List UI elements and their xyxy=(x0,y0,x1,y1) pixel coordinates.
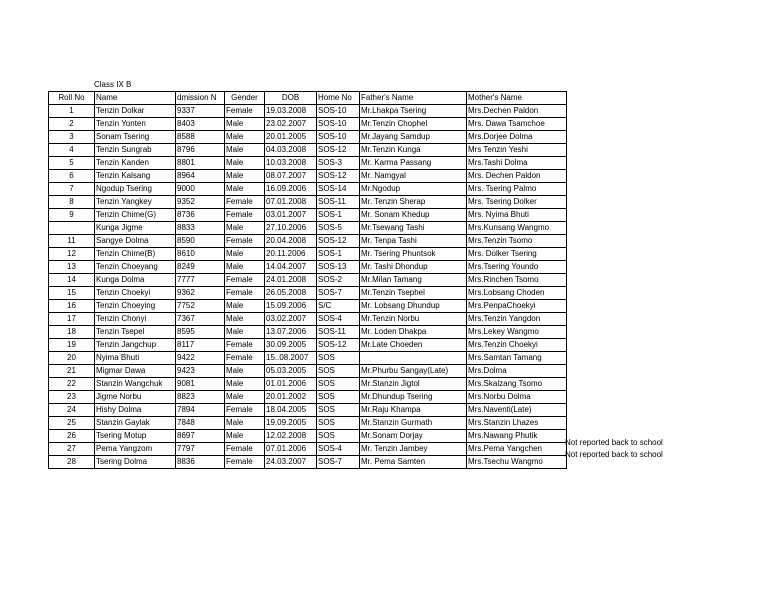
cell-dob[interactable]: 12.02.2008 xyxy=(265,430,317,443)
cell-mothers-name[interactable]: Mrs.Tsering Youndo xyxy=(467,261,567,274)
cell-fathers-name[interactable] xyxy=(360,352,467,365)
cell-admission-no[interactable]: 7777 xyxy=(176,274,225,287)
cell-mothers-name[interactable]: Mrs.Tenzin Choekyi xyxy=(467,339,567,352)
cell-fathers-name[interactable]: Mr.Tsewang Tashi xyxy=(360,222,467,235)
cell-fathers-name[interactable]: Mr.Lhakpa Tsering xyxy=(360,105,467,118)
table-row[interactable] xyxy=(49,248,567,261)
cell-gender[interactable]: Male xyxy=(225,157,265,170)
cell-gender[interactable]: Male xyxy=(225,378,265,391)
cell-name[interactable]: Sangye Dolma xyxy=(95,235,176,248)
cell-mothers-name[interactable]: Mrs.Tenzin Tsomo xyxy=(467,235,567,248)
table-row[interactable] xyxy=(49,352,567,365)
table-row[interactable] xyxy=(49,391,567,404)
cell-mothers-name[interactable]: Mrs.Rinchen Tsomo xyxy=(467,274,567,287)
cell-fathers-name[interactable]: Mr. Tsering Phuntsok xyxy=(360,248,467,261)
cell-roll-no[interactable]: 20 xyxy=(49,352,95,365)
table-row[interactable] xyxy=(49,118,567,131)
cell-admission-no[interactable]: 8117 xyxy=(176,339,225,352)
cell-fathers-name[interactable]: Mr. Tenzin Sherap xyxy=(360,196,467,209)
cell-name[interactable]: Tenzin Chonyi xyxy=(95,313,176,326)
cell-fathers-name[interactable]: Mr.Tenzin Kunga xyxy=(360,144,467,157)
cell-gender[interactable]: Female xyxy=(225,196,265,209)
cell-admission-no[interactable]: 8823 xyxy=(176,391,225,404)
cell-roll-no[interactable]: 1 xyxy=(49,105,95,118)
cell-gender[interactable]: Male xyxy=(225,261,265,274)
cell-fathers-name[interactable]: Mr. Namgyal xyxy=(360,170,467,183)
cell-mothers-name[interactable]: Mrs. Dolker Tsering xyxy=(467,248,567,261)
cell-dob[interactable]: 27.10.2006 xyxy=(265,222,317,235)
table-row[interactable] xyxy=(49,404,567,417)
sheet-title: Class IX B xyxy=(94,80,132,89)
header-name: Name xyxy=(95,92,176,105)
cell-gender[interactable]: Female xyxy=(225,456,265,469)
cell-roll-no[interactable]: 11 xyxy=(49,235,95,248)
cell-roll-no[interactable]: 26 xyxy=(49,430,95,443)
cell-dob[interactable]: 03.02.2007 xyxy=(265,313,317,326)
cell-fathers-name[interactable]: Mr. Karma Passang xyxy=(360,157,467,170)
cell-fathers-name[interactable]: Mr. Tenpa Tashi xyxy=(360,235,467,248)
table-row[interactable] xyxy=(49,378,567,391)
cell-mothers-name[interactable]: Mrs. Tsering Dolker xyxy=(467,196,567,209)
cell-gender[interactable]: Male xyxy=(225,144,265,157)
cell-fathers-name[interactable]: Mr. Tenzin Jambey xyxy=(360,443,467,456)
table-row[interactable] xyxy=(49,326,567,339)
cell-gender[interactable]: Female xyxy=(225,352,265,365)
header-home-no: Home No xyxy=(317,92,360,105)
cell-home-no[interactable]: SOS-11 xyxy=(317,326,360,339)
table-row[interactable] xyxy=(49,313,567,326)
cell-home-no[interactable]: SOS-4 xyxy=(317,313,360,326)
cell-home-no[interactable]: SOS-5 xyxy=(317,222,360,235)
cell-roll-no[interactable]: 5 xyxy=(49,157,95,170)
cell-home-no[interactable]: SOS xyxy=(317,404,360,417)
cell-dob[interactable]: 24.01.2008 xyxy=(265,274,317,287)
cell-name[interactable]: Tenzin Choeying xyxy=(95,300,176,313)
table-row[interactable] xyxy=(49,274,567,287)
cell-home-no[interactable]: SOS-2 xyxy=(317,274,360,287)
cell-name[interactable]: Stanzin Gaylak xyxy=(95,417,176,430)
cell-dob[interactable]: 20.11.2006 xyxy=(265,248,317,261)
cell-dob[interactable]: 15.09.2006 xyxy=(265,300,317,313)
cell-roll-no[interactable]: 22 xyxy=(49,378,95,391)
header-gender: Gender xyxy=(225,92,265,105)
cell-roll-no[interactable]: 28 xyxy=(49,456,95,469)
cell-mothers-name[interactable]: Mrs.Naventi(Late) xyxy=(467,404,567,417)
cell-dob[interactable]: 14.04.2007 xyxy=(265,261,317,274)
table-row[interactable] xyxy=(49,443,567,456)
cell-admission-no[interactable]: 8833 xyxy=(176,222,225,235)
cell-gender[interactable]: Female xyxy=(225,287,265,300)
cell-fathers-name[interactable]: Mr.Raju Khampa xyxy=(360,404,467,417)
cell-admission-no[interactable]: 7367 xyxy=(176,313,225,326)
table-row[interactable] xyxy=(49,365,567,378)
cell-gender[interactable]: Female xyxy=(225,274,265,287)
cell-dob[interactable]: 16.09.2006 xyxy=(265,183,317,196)
cell-admission-no[interactable]: 8736 xyxy=(176,209,225,222)
cell-dob[interactable]: 15..08.2007 xyxy=(265,352,317,365)
cell-roll-no[interactable]: 3 xyxy=(49,131,95,144)
cell-roll-no[interactable]: 25 xyxy=(49,417,95,430)
cell-name[interactable]: Tenzin Chime(G) xyxy=(95,209,176,222)
header-admission-no: dmission N xyxy=(176,92,225,105)
cell-dob[interactable]: 10.03.2008 xyxy=(265,157,317,170)
cell-name[interactable]: Kunga Dolma xyxy=(95,274,176,287)
cell-dob[interactable]: 20.01.2005 xyxy=(265,131,317,144)
cell-admission-no[interactable]: 9362 xyxy=(176,287,225,300)
cell-home-no[interactable]: SOS-14 xyxy=(317,183,360,196)
cell-fathers-name[interactable]: Mr.Late Choeden xyxy=(360,339,467,352)
table-row[interactable] xyxy=(49,183,567,196)
table-row[interactable] xyxy=(49,235,567,248)
cell-roll-no[interactable]: 4 xyxy=(49,144,95,157)
cell-mothers-name[interactable]: Mrs.PenpaChoekyi xyxy=(467,300,567,313)
cell-dob[interactable]: 07.01.2008 xyxy=(265,196,317,209)
cell-mothers-name[interactable]: Mrs. Tsering Palmo xyxy=(467,183,567,196)
cell-admission-no[interactable]: 8801 xyxy=(176,157,225,170)
cell-admission-no[interactable]: 8588 xyxy=(176,131,225,144)
cell-mothers-name[interactable]: Mrs.Tenzin Yangdon xyxy=(467,313,567,326)
cell-mothers-name[interactable]: Mrs.Lekey Wangmo xyxy=(467,326,567,339)
cell-fathers-name[interactable]: Mr.Tenzin Tsephel xyxy=(360,287,467,300)
cell-mothers-name[interactable]: Mrs.Dorjee Dolma xyxy=(467,131,567,144)
cell-name[interactable]: Pema Yangzom xyxy=(95,443,176,456)
cell-home-no[interactable]: SOS xyxy=(317,417,360,430)
cell-fathers-name[interactable]: Mr.Phurbu Sangay(Late) xyxy=(360,365,467,378)
cell-dob[interactable]: 24.03.2007 xyxy=(265,456,317,469)
cell-gender[interactable]: Female xyxy=(225,235,265,248)
cell-admission-no[interactable]: 8697 xyxy=(176,430,225,443)
cell-admission-no[interactable]: 8964 xyxy=(176,170,225,183)
cell-roll-no[interactable]: 9 xyxy=(49,209,95,222)
cell-admission-no[interactable]: 8595 xyxy=(176,326,225,339)
header-dob: DOB xyxy=(265,92,317,105)
cell-gender[interactable]: Female xyxy=(225,404,265,417)
cell-dob[interactable]: 20.01.2002 xyxy=(265,391,317,404)
cell-roll-no[interactable]: 23 xyxy=(49,391,95,404)
cell-home-no[interactable]: SOS-10 xyxy=(317,105,360,118)
cell-dob[interactable]: 26.05.2008 xyxy=(265,287,317,300)
cell-fathers-name[interactable]: Mr.Stanzin Gurmath xyxy=(360,417,467,430)
cell-admission-no[interactable]: 9000 xyxy=(176,183,225,196)
cell-admission-no[interactable]: 8836 xyxy=(176,456,225,469)
cell-home-no[interactable]: S/C xyxy=(317,300,360,313)
cell-name[interactable]: Hishy Dolma xyxy=(95,404,176,417)
cell-dob[interactable]: 04.03.2008 xyxy=(265,144,317,157)
cell-home-no[interactable]: SOS xyxy=(317,430,360,443)
cell-home-no[interactable]: SOS-10 xyxy=(317,131,360,144)
cell-gender[interactable]: Male xyxy=(225,326,265,339)
cell-fathers-name[interactable]: Mr.Sonam Dorjay xyxy=(360,430,467,443)
cell-roll-no[interactable]: 21 xyxy=(49,365,95,378)
cell-name[interactable]: Tenzin Yangkey xyxy=(95,196,176,209)
cell-dob[interactable]: 19.09.2005 xyxy=(265,417,317,430)
table-row[interactable] xyxy=(49,157,567,170)
cell-admission-no[interactable]: 9352 xyxy=(176,196,225,209)
cell-admission-no[interactable]: 8590 xyxy=(176,235,225,248)
cell-fathers-name[interactable]: Mr. Sonam Khedup xyxy=(360,209,467,222)
cell-name[interactable]: Tenzin Yonten xyxy=(95,118,176,131)
row-note: Not reported back to school xyxy=(565,437,663,447)
cell-fathers-name[interactable]: Mr.Stanzin Jigtol xyxy=(360,378,467,391)
cell-gender[interactable]: Female xyxy=(225,443,265,456)
cell-roll-no[interactable]: 12 xyxy=(49,248,95,261)
cell-mothers-name[interactable]: Mrs.Lobsang Choden xyxy=(467,287,567,300)
cell-fathers-name[interactable]: Mr.Milan Tamang xyxy=(360,274,467,287)
cell-gender[interactable]: Male xyxy=(225,131,265,144)
cell-home-no[interactable]: SOS-11 xyxy=(317,196,360,209)
cell-name[interactable]: Tenzin Dolkar xyxy=(95,105,176,118)
cell-roll-no[interactable]: 6 xyxy=(49,170,95,183)
cell-gender[interactable]: Female xyxy=(225,339,265,352)
cell-fathers-name[interactable]: Mr. Tashi Dhondup xyxy=(360,261,467,274)
table-row[interactable] xyxy=(49,170,567,183)
cell-home-no[interactable]: SOS-12 xyxy=(317,235,360,248)
cell-mothers-name[interactable]: Mrs.Pema Yangchen xyxy=(467,443,567,456)
cell-roll-no[interactable]: 7 xyxy=(49,183,95,196)
cell-home-no[interactable]: SOS-12 xyxy=(317,144,360,157)
cell-mothers-name[interactable]: Mrs.Dechen Paldon xyxy=(467,105,567,118)
cell-home-no[interactable]: SOS-12 xyxy=(317,170,360,183)
cell-mothers-name[interactable]: Mrs.Tsechu Wangmo xyxy=(467,456,567,469)
cell-dob[interactable]: 08.07.2007 xyxy=(265,170,317,183)
header-roll-no: Roll No xyxy=(49,92,95,105)
cell-home-no[interactable]: SOS xyxy=(317,352,360,365)
cell-gender[interactable]: Male xyxy=(225,417,265,430)
cell-name[interactable]: Tsering Motup xyxy=(95,430,176,443)
cell-dob[interactable]: 20.04.2008 xyxy=(265,235,317,248)
cell-admission-no[interactable]: 8610 xyxy=(176,248,225,261)
cell-admission-no[interactable]: 8249 xyxy=(176,261,225,274)
cell-gender[interactable]: Male xyxy=(225,170,265,183)
cell-fathers-name[interactable]: Mr. Lobsang Dhundup xyxy=(360,300,467,313)
cell-gender[interactable]: Female xyxy=(225,209,265,222)
cell-mothers-name[interactable]: Mrs. Nyima Bhuti xyxy=(467,209,567,222)
cell-fathers-name[interactable]: Mr.Tenzin Norbu xyxy=(360,313,467,326)
table-row[interactable] xyxy=(49,339,567,352)
cell-name[interactable]: Tenzin Sungrab xyxy=(95,144,176,157)
cell-dob[interactable]: 30.09.2005 xyxy=(265,339,317,352)
cell-fathers-name[interactable]: Mr.Ngodup xyxy=(360,183,467,196)
cell-admission-no[interactable]: 9337 xyxy=(176,105,225,118)
cell-gender[interactable]: Male xyxy=(225,222,265,235)
header-row xyxy=(49,92,567,105)
cell-dob[interactable]: 19.03.2008 xyxy=(265,105,317,118)
cell-fathers-name[interactable]: Mr.Dhundup Tsering xyxy=(360,391,467,404)
cell-home-no[interactable]: SOS-7 xyxy=(317,287,360,300)
cell-name[interactable]: Tenzin Choekyi xyxy=(95,287,176,300)
cell-gender[interactable]: Male xyxy=(225,365,265,378)
cell-gender[interactable]: Male xyxy=(225,430,265,443)
table-row[interactable] xyxy=(49,131,567,144)
cell-mothers-name[interactable]: Mrs. Dawa Tsamchoe xyxy=(467,118,567,131)
table-row[interactable] xyxy=(49,261,567,274)
cell-home-no[interactable]: SOS-12 xyxy=(317,339,360,352)
cell-gender[interactable]: Male xyxy=(225,118,265,131)
cell-name[interactable]: Tenzin Kalsang xyxy=(95,170,176,183)
cell-name[interactable]: Nyima Bhuti xyxy=(95,352,176,365)
cell-mothers-name[interactable]: Mrs. Dechen Paldon xyxy=(467,170,567,183)
cell-dob[interactable]: 07.01.2006 xyxy=(265,443,317,456)
table-row[interactable] xyxy=(49,105,567,118)
cell-dob[interactable]: 05.03.2005 xyxy=(265,365,317,378)
cell-home-no[interactable]: SOS xyxy=(317,391,360,404)
cell-admission-no[interactable]: 7894 xyxy=(176,404,225,417)
cell-roll-no[interactable]: 19 xyxy=(49,339,95,352)
table-row[interactable] xyxy=(49,287,567,300)
cell-roll-no[interactable]: 15 xyxy=(49,287,95,300)
student-table xyxy=(48,91,567,469)
cell-dob[interactable]: 03.01.2007 xyxy=(265,209,317,222)
table-row[interactable] xyxy=(49,196,567,209)
cell-gender[interactable]: Male xyxy=(225,248,265,261)
cell-name[interactable]: Stanzin Wangchuk xyxy=(95,378,176,391)
cell-roll-no[interactable] xyxy=(49,222,95,235)
cell-name[interactable]: Migmar Dawa xyxy=(95,365,176,378)
header-fathers-name: Father's Name xyxy=(360,92,467,105)
cell-name[interactable]: Tenzin Chime(B) xyxy=(95,248,176,261)
cell-roll-no[interactable]: 8 xyxy=(49,196,95,209)
cell-name[interactable]: Tenzin Choeyang xyxy=(95,261,176,274)
cell-gender[interactable]: Male xyxy=(225,391,265,404)
cell-name[interactable]: Jigme Norbu xyxy=(95,391,176,404)
cell-home-no[interactable]: SOS-1 xyxy=(317,209,360,222)
cell-mothers-name[interactable]: Mrs.Skalzang Tsomo xyxy=(467,378,567,391)
cell-mothers-name[interactable]: Mrs.Dolma xyxy=(467,365,567,378)
cell-home-no[interactable]: SOS-7 xyxy=(317,456,360,469)
cell-fathers-name[interactable]: Mr. Loden Dhakpa xyxy=(360,326,467,339)
cell-mothers-name[interactable]: Mrs.Samtan Tamang xyxy=(467,352,567,365)
cell-mothers-name[interactable]: Mrs.Norbu Dolma xyxy=(467,391,567,404)
table-row[interactable] xyxy=(49,144,567,157)
cell-name[interactable]: Ngodup Tsering xyxy=(95,183,176,196)
row-note: Not reported back to school xyxy=(565,450,663,460)
cell-admission-no[interactable]: 8403 xyxy=(176,118,225,131)
cell-admission-no[interactable]: 8796 xyxy=(176,144,225,157)
cell-admission-no[interactable]: 9081 xyxy=(176,378,225,391)
cell-fathers-name[interactable]: Mr.Jayang Samdup xyxy=(360,131,467,144)
cell-roll-no[interactable]: 16 xyxy=(49,300,95,313)
cell-mothers-name[interactable]: Mrs.Kunsang Wangmo xyxy=(467,222,567,235)
cell-admission-no[interactable]: 9423 xyxy=(176,365,225,378)
table-row[interactable] xyxy=(49,417,567,430)
cell-gender[interactable]: Male xyxy=(225,300,265,313)
cell-name[interactable]: Tenzin Jangchup xyxy=(95,339,176,352)
table-row[interactable] xyxy=(49,430,567,443)
cell-dob[interactable]: 13.07.2006 xyxy=(265,326,317,339)
table-row[interactable] xyxy=(49,209,567,222)
cell-mothers-name[interactable]: Mrs.Tashi Dolma xyxy=(467,157,567,170)
cell-mothers-name[interactable]: Mrs.Nawang Phutik xyxy=(467,430,567,443)
cell-roll-no[interactable]: 14 xyxy=(49,274,95,287)
cell-dob[interactable]: 23.02.2007 xyxy=(265,118,317,131)
cell-home-no[interactable]: SOS-1 xyxy=(317,248,360,261)
cell-mothers-name[interactable]: Mrs.Stanzin Lhazes xyxy=(467,417,567,430)
cell-home-no[interactable]: SOS-3 xyxy=(317,157,360,170)
cell-name[interactable]: Tenzin Kanden xyxy=(95,157,176,170)
cell-name[interactable]: Kunga Jigme xyxy=(95,222,176,235)
cell-admission-no[interactable]: 7752 xyxy=(176,300,225,313)
table-row[interactable] xyxy=(49,300,567,313)
cell-roll-no[interactable]: 18 xyxy=(49,326,95,339)
cell-fathers-name[interactable]: Mr. Pema Samten xyxy=(360,456,467,469)
cell-admission-no[interactable]: 9422 xyxy=(176,352,225,365)
cell-roll-no[interactable]: 27 xyxy=(49,443,95,456)
cell-home-no[interactable]: SOS xyxy=(317,378,360,391)
cell-gender[interactable]: Female xyxy=(225,105,265,118)
cell-roll-no[interactable]: 24 xyxy=(49,404,95,417)
cell-roll-no[interactable]: 2 xyxy=(49,118,95,131)
cell-admission-no[interactable]: 7848 xyxy=(176,417,225,430)
cell-home-no[interactable]: SOS-13 xyxy=(317,261,360,274)
cell-name[interactable]: Tenzin Tsepel xyxy=(95,326,176,339)
cell-home-no[interactable]: SOS-4 xyxy=(317,443,360,456)
cell-name[interactable]: Tsering Dolma xyxy=(95,456,176,469)
cell-home-no[interactable]: SOS-10 xyxy=(317,118,360,131)
cell-roll-no[interactable]: 17 xyxy=(49,313,95,326)
table-row[interactable] xyxy=(49,456,567,469)
cell-roll-no[interactable]: 13 xyxy=(49,261,95,274)
cell-mothers-name[interactable]: Mrs Tenzin Yeshi xyxy=(467,144,567,157)
cell-gender[interactable]: Male xyxy=(225,183,265,196)
table-row[interactable] xyxy=(49,222,567,235)
cell-gender[interactable]: Male xyxy=(225,313,265,326)
cell-dob[interactable]: 01.01.2006 xyxy=(265,378,317,391)
cell-admission-no[interactable]: 7797 xyxy=(176,443,225,456)
cell-name[interactable]: Sonam Tsering xyxy=(95,131,176,144)
cell-home-no[interactable]: SOS xyxy=(317,365,360,378)
cell-dob[interactable]: 18.04.2005 xyxy=(265,404,317,417)
header-mothers-name: Mother's Name xyxy=(467,92,567,105)
cell-fathers-name[interactable]: Mr.Tenzin Chophel xyxy=(360,118,467,131)
